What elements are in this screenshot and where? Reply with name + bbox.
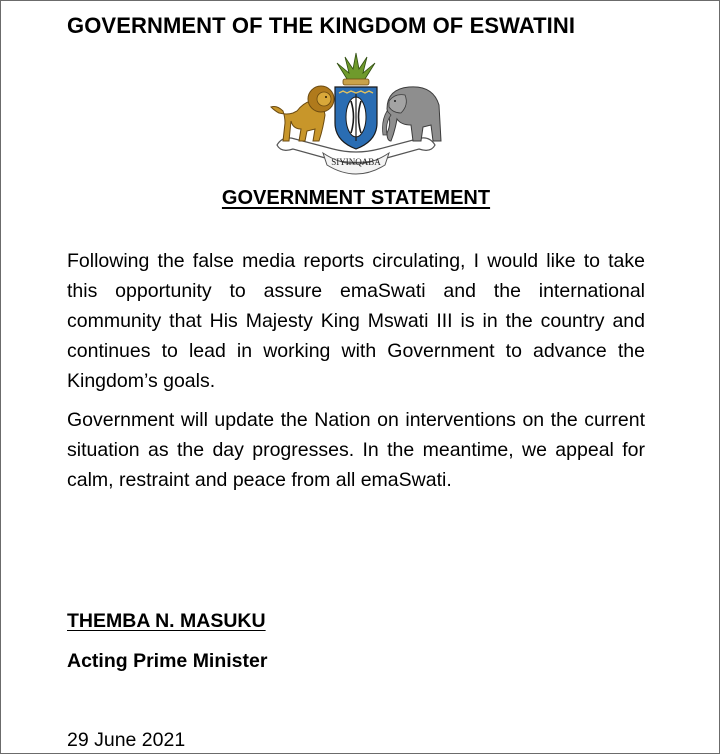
lion-icon (271, 86, 334, 141)
shield-icon (335, 87, 377, 149)
statement-heading: GOVERNMENT STATEMENT (221, 187, 491, 209)
coat-of-arms-icon (263, 49, 449, 181)
crest-icon (337, 53, 375, 85)
elephant-icon (383, 87, 442, 141)
signatory-name: THEMBA N. MASUKU (67, 610, 266, 632)
statement-date: 29 June 2021 (67, 729, 186, 751)
government-name-header: GOVERNMENT OF THE KINGDOM OF ESWATINI (67, 13, 576, 38)
motto-text: SIYINQABA (331, 157, 381, 167)
signatory-title: Acting Prime Minister (67, 650, 268, 672)
statement-body (67, 246, 645, 504)
statement-paragraph: Following the false media reports circulating, I would like to take this opportunity to assure emaSwati and the international community that His Majesty King Mswati III is in the country and continues to lead in working with Government to advance the Kingdom’s goals. (67, 250, 645, 392)
statement-paragraph: Government will update the Nation on interventions on the current situation as the day progresses. In the meantime, we appeal for calm, restraint and peace from all emaSwati. (67, 409, 645, 491)
